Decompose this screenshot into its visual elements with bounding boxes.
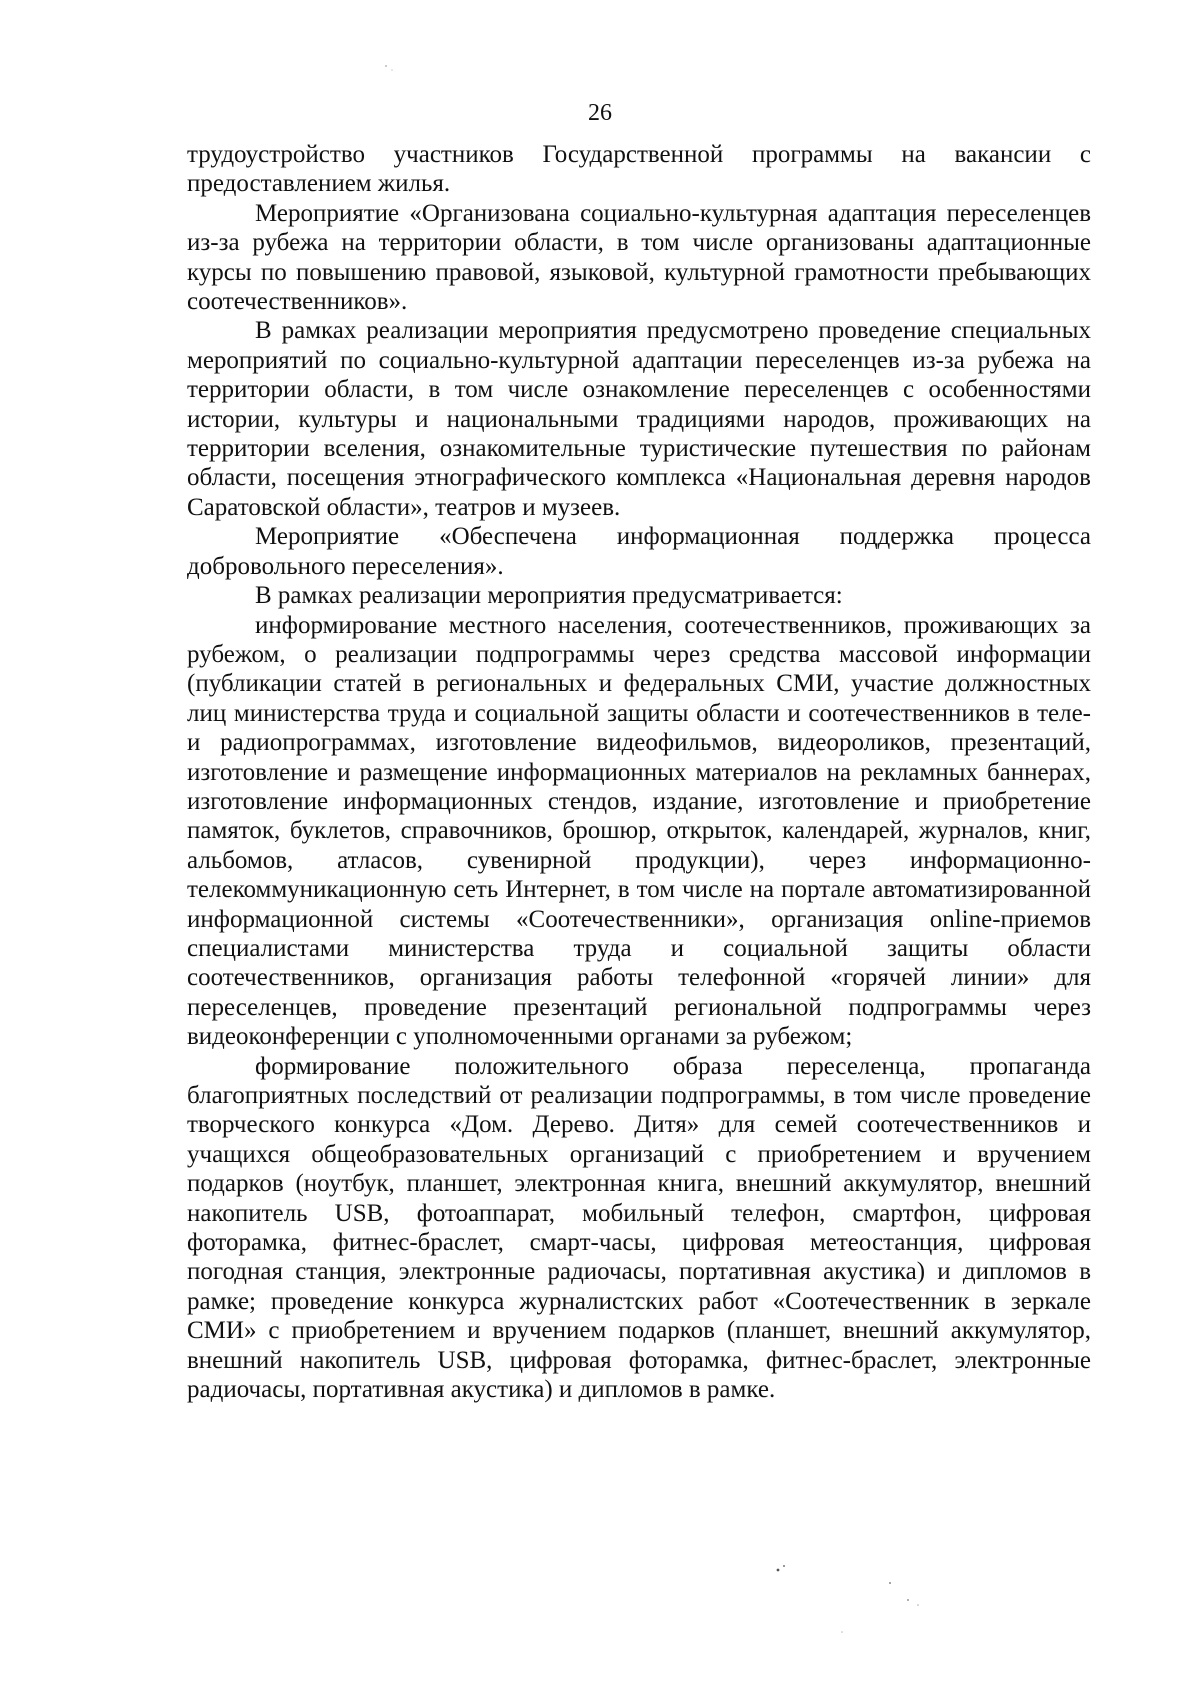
scan-speck — [391, 69, 393, 71]
scan-speck — [783, 1565, 785, 1567]
scan-speck — [777, 1569, 780, 1572]
body-text — [187, 140, 1091, 1404]
paragraph-event-adaptation: Мероприятие «Организована социально-культурная адаптация переселенцев из-за рубежа на территории области, в том числе организованы адаптационные курсы по повышению правовой, языковой, культурной грамотности пребывающих соотечественников». — [187, 199, 1091, 316]
page-number: 26 — [588, 100, 612, 126]
paragraph-event-information: Мероприятие «Обеспечена информационная поддержка процесса добровольного переселения». — [187, 523, 1091, 580]
paragraph-informing-item: информирование местного населения, соотечественников, проживающих за рубежом, о реализации подпрограммы через средства массовой информации (публикации статей в региональных и федеральных СМИ, участие должностных лиц министерства труда и социальной защиты области и соотечественников в теле- и радиопрограммах, изготовление видеофильмов, видеороликов, презентаций, изготовление и размещение информационных материалов на рекламных баннерах, изготовление информационных стендов, издание, изготовление и приобретение памяток, буклетов, справочников, брошюр, открыток, календарей, журналов, книг, альбомов, атласов, сувенирной продукции), через информационно-телекоммуникационную сеть Интернет, в том числе на портале автоматизированной информационной системы «Соотечественники», организация online-приемов специалистами министерства труда и социальной защиты области соотечественников, организация работы телефонной «горячей линии» для переселенцев, проведение презентаций региональной подпрограммы через видеоконференции с уполномоченными органами за рубежом; — [187, 611, 1091, 1051]
scan-speck — [841, 1631, 843, 1633]
paragraph-information-intro: В рамках реализации мероприятия предусматривается: — [255, 582, 843, 610]
scan-speck — [385, 65, 387, 67]
scan-speck — [917, 1604, 919, 1606]
paragraph-adaptation-details: В рамках реализации мероприятия предусмотрено проведение специальных мероприятий по социально-культурной адаптации переселенцев из-за рубежа на территории области, в том числе ознакомление переселенцев с особенностями истории, культуры и национальными традициями народов, проживающих на территории вселения, ознакомительные туристические путешествия по районам области, посещения этнографического комплекса «Национальная деревня народов Саратовской области», театров и музеев. — [187, 317, 1091, 521]
paragraph-continuation: трудоустройство участников Государственной программы на вакансии с предоставлением жилья. — [187, 141, 1091, 198]
scan-speck — [907, 1599, 909, 1601]
scan-speck — [889, 1582, 891, 1584]
paragraph-image-forming-item: формирование положительного образа переселенца, пропаганда благоприятных последствий от реализации подпрограммы, в том числе проведение творческого конкурса «Дом. Дерево. Дитя» для семей соотечественников и учащихся общеобразовательных организаций с приобретением и вручением подарков (ноутбук, планшет, электронная книга, внешний аккумулятор, внешний накопитель USB, фотоаппарат, мобильный телефон, смартфон, цифровая фоторамка, фитнес-браслет, смарт-часы, цифровая метеостанция, цифровая погодная станция, электронные радиочасы, портативная акустика) и дипломов в рамке; проведение конкурса журналистских работ «Соотечественник в зеркале СМИ» с приобретением и вручением подарков (планшет, внешний аккумулятор, внешний накопитель USB, цифровая фоторамка, фитнес-браслет, электронные радиочасы, портативная акустика) и дипломов в рамке. — [187, 1052, 1091, 1404]
